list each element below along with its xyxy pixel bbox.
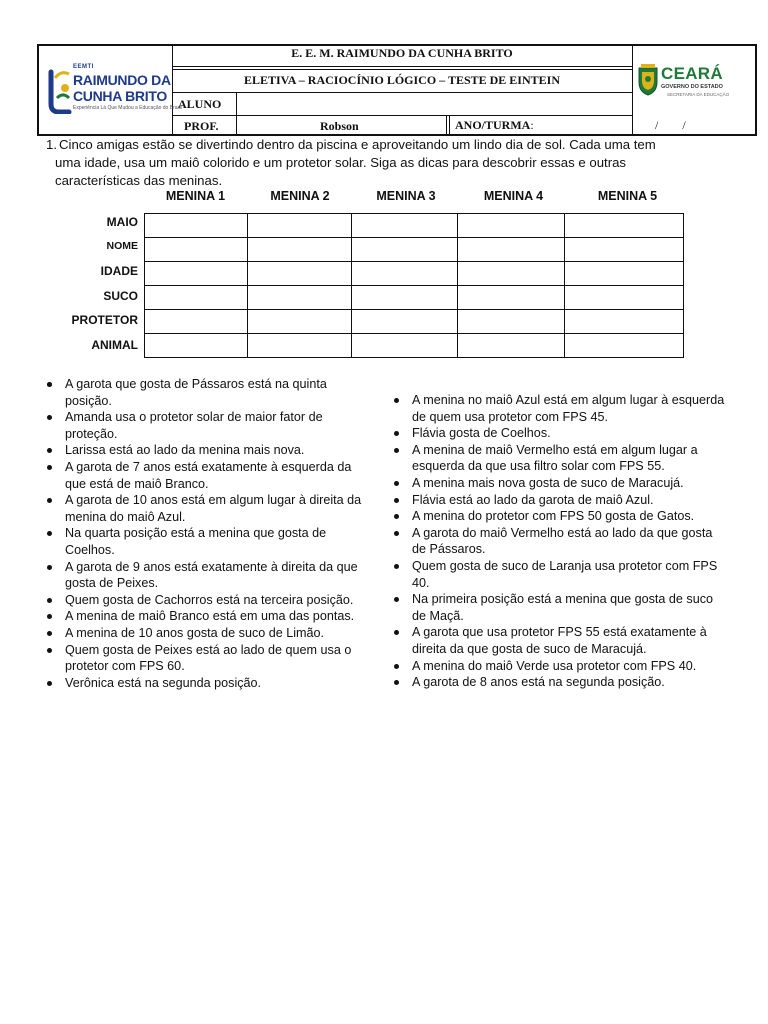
header-divider [449,115,450,134]
grid-cell[interactable] [565,238,684,262]
clue-item: Quem gosta de suco de Laranja usa protetor com FPS 40. [392,558,728,591]
column-header-menina-5: MENINA 5 [597,189,658,203]
clue-item: A garota de 8 anos está na segunda posição. [392,674,728,691]
column-header-menina-1: MENINA 1 [165,189,226,203]
school-name: E. E. M. RAIMUNDO DA CUNHA BRITO [291,46,513,60]
grid-cell[interactable] [352,334,458,358]
clue-item: A menina de 10 anos gosta de suco de Limão. [45,625,375,642]
school-logo-line1: RAIMUNDO DA [73,72,171,88]
grid-cell[interactable] [458,286,565,310]
clue-item: Flávia está ao lado da garota de maiô Azul. [392,492,728,509]
row-label-nome: NOME [106,240,138,252]
clue-item: A garota de 7 anos está exatamente à esquerda da que está de maiô Branco. [45,459,375,492]
grid-cell[interactable] [248,262,352,286]
government-logo-name: CEARÁ [661,64,723,83]
column-header-menina-2: MENINA 2 [270,189,330,203]
subject-title: ELETIVA – RACIOCÍNIO LÓGICO – TESTE DE EINTEIN [244,73,560,87]
clue-item: A garota que usa protetor FPS 55 está exatamente à direita da que gosta de suco de Maracujá. [392,624,728,657]
header-divider [446,115,447,134]
school-emblem-icon [45,68,73,114]
clue-item: Larissa está ao lado da menina mais nova. [45,442,375,459]
clue-item: A garota que gosta de Pássaros está na quinta posição. [45,376,375,409]
grid-row-maio [145,214,684,238]
clue-item: A menina de maiô Branco está em uma das pontas. [45,608,375,625]
grid-cell[interactable] [248,238,352,262]
class-label-text: ANO/TURMA [455,118,531,132]
grid-cell[interactable] [458,310,565,334]
grid-cell[interactable] [352,286,458,310]
grid-cell[interactable] [248,334,352,358]
grid-cell[interactable] [352,214,458,238]
grid-cell[interactable] [458,262,565,286]
clue-item: A menina no maiô Azul está em algum lugar à esquerda de quem usa protetor com FPS 45. [392,392,728,425]
teacher-name: Robson [320,119,359,133]
clue-list-right [392,392,728,691]
question-line: uma idade, usa um maiô colorido e um protetor solar. Siga as dicas para descobrir essas e outras [55,155,627,170]
row-label-idade: IDADE [100,264,138,278]
grid-row-protetor [145,310,684,334]
grid-cell[interactable] [565,262,684,286]
school-logo [45,64,183,120]
grid-cell[interactable] [565,310,684,334]
grid-row-animal [145,334,684,358]
grid-cell[interactable] [352,262,458,286]
grid-cell[interactable] [565,214,684,238]
government-logo-subtitle: GOVERNO DO ESTADO [661,84,723,90]
column-header-menina-3: MENINA 3 [376,189,436,203]
header-divider [632,44,633,134]
header-divider [236,92,237,134]
grid-cell[interactable] [352,238,458,262]
question-number: 1. [46,137,57,152]
header-rule [172,69,632,70]
header-rule [172,66,632,67]
date-field[interactable]: / / [655,118,686,132]
grid-cell[interactable] [145,334,248,358]
grid-cell[interactable] [565,286,684,310]
clue-item: A menina mais nova gosta de suco de Maracujá. [392,475,728,492]
clue-item: Quem gosta de Peixes está ao lado de quem usa o protetor com FPS 60. [45,642,375,675]
grid-cell[interactable] [248,214,352,238]
clue-item: A garota de 10 anos está em algum lugar à direita da menina do maiô Azul. [45,492,375,525]
grid-row-idade [145,262,684,286]
grid-cell[interactable] [458,334,565,358]
student-label: ALUNO [178,97,222,111]
clue-item: Na primeira posição está a menina que gosta de suco de Maçã. [392,591,728,624]
logic-grid [144,213,684,358]
grid-cell[interactable] [248,310,352,334]
school-logo-tagline: Experiência Lá Que Mudou a Educação do Brasil [73,105,183,111]
row-label-suco: SUCO [103,289,138,303]
row-label-animal: ANIMAL [91,338,138,352]
class-label [455,118,534,133]
school-logo-line2: CUNHA BRITO [73,88,167,104]
clue-list-left [45,376,375,691]
clue-item: A menina do protetor com FPS 50 gosta de Gatos. [392,508,728,525]
clue-item: Na quarta posição está a menina que gosta de Coelhos. [45,525,375,558]
school-logo-top: EEMTI [73,64,94,70]
question-line: características das meninas. [55,173,223,188]
clue-item: Amanda usa o protetor solar de maior fator de proteção. [45,409,375,442]
clue-item: Verônica está na segunda posição. [45,675,375,692]
government-logo [637,62,755,122]
grid-cell[interactable] [145,286,248,310]
header-rule [172,92,632,93]
grid-cell[interactable] [565,334,684,358]
grid-cell[interactable] [145,310,248,334]
government-logo-secretariat: SECRETARIA DA EDUCAÇÃO [667,92,730,97]
grid-cell[interactable] [248,286,352,310]
question-line: Cinco amigas estão se divertindo dentro da piscina e aproveitando um lindo dia de sol. Cada uma tem [59,137,656,152]
row-label-protetor: PROTETOR [71,313,138,327]
grid-cell[interactable] [145,214,248,238]
grid-row-suco [145,286,684,310]
state-coat-of-arms-icon [637,64,659,96]
grid-cell[interactable] [458,238,565,262]
clue-item: A garota do maiô Vermelho está ao lado da que gosta de Pássaros. [392,525,728,558]
grid-cell[interactable] [458,214,565,238]
grid-cell[interactable] [145,238,248,262]
teacher-label: PROF. [184,119,219,133]
row-label-maio: MAIO [106,215,138,229]
grid-cell[interactable] [145,262,248,286]
clue-item: Quem gosta de Cachorros está na terceira posição. [45,592,375,609]
grid-cell[interactable] [352,310,458,334]
column-header-menina-4: MENINA 4 [483,189,544,203]
header-table [37,44,755,134]
clue-item: Flávia gosta de Coelhos. [392,425,728,442]
class-label-colon: : [530,118,534,132]
grid-row-nome [145,238,684,262]
clue-item: A garota de 9 anos está exatamente à direita da que gosta de Peixes. [45,559,375,592]
clue-item: A menina do maiô Verde usa protetor com FPS 40. [392,658,728,675]
header-rule [172,115,632,116]
clue-item: A menina de maiô Vermelho está em algum lugar a esquerda da que usa filtro solar com FPS 55. [392,442,728,475]
